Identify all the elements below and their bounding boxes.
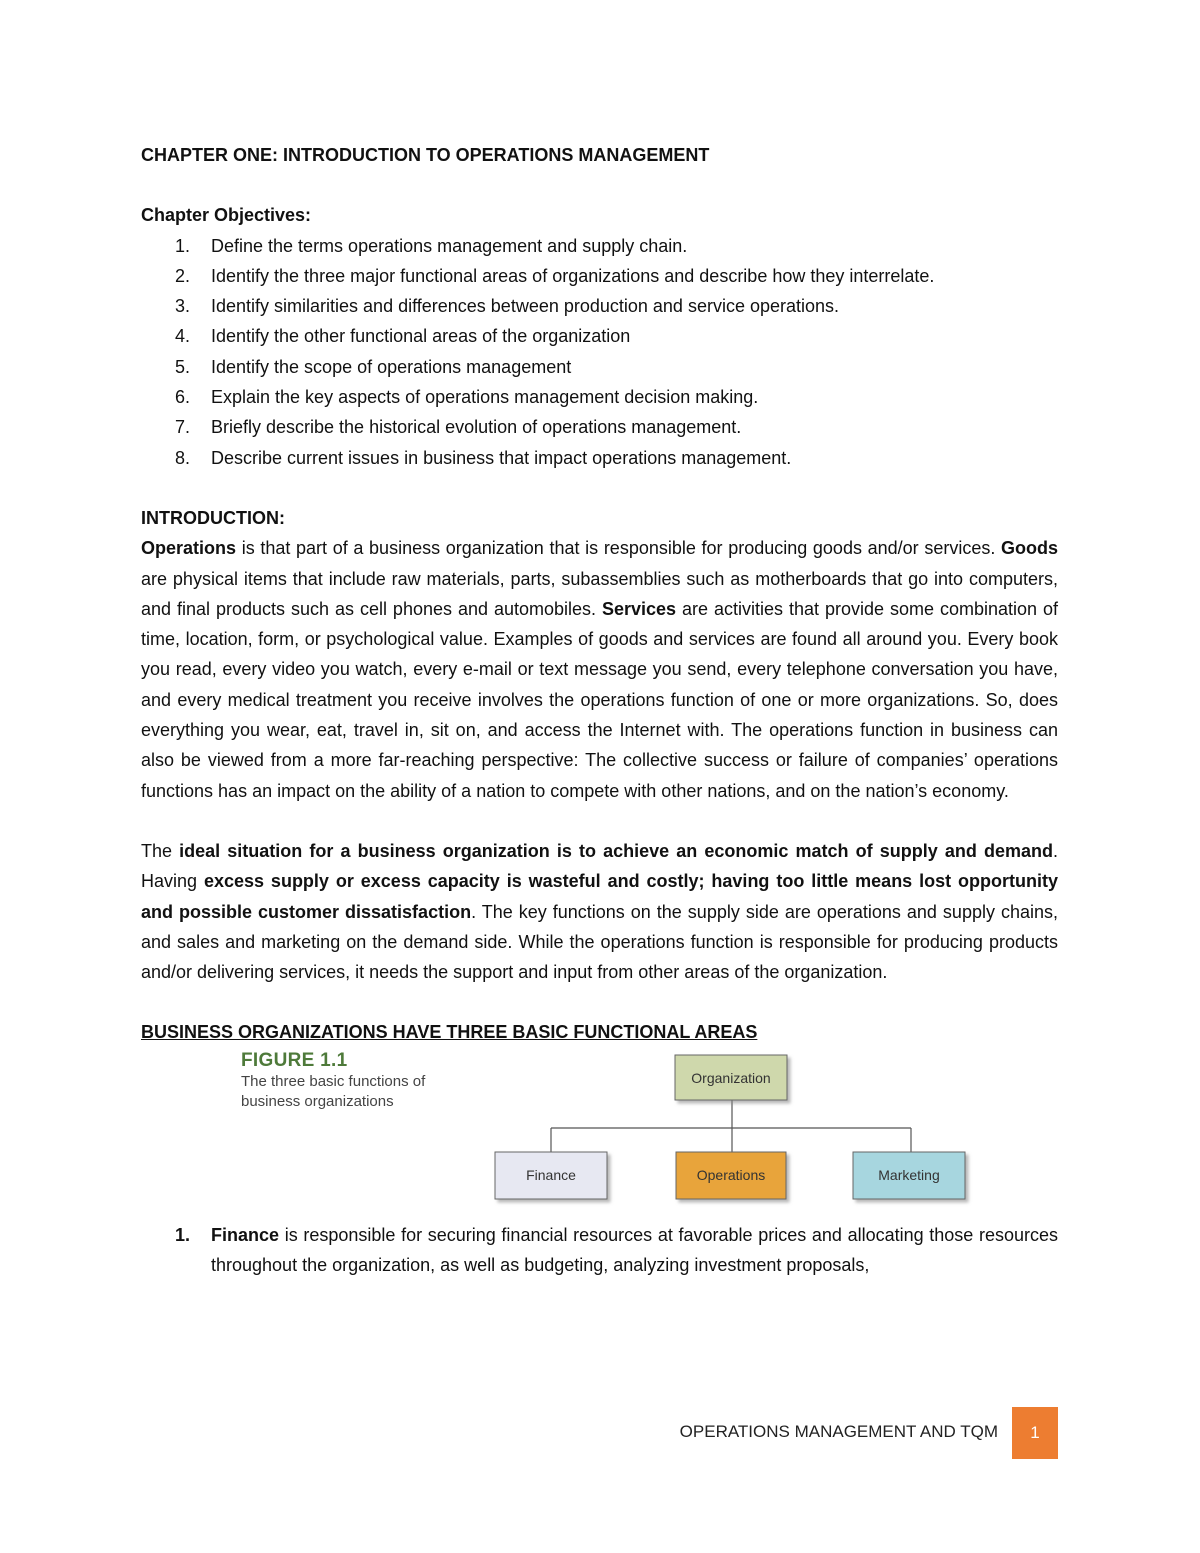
list-item — [141, 291, 1058, 321]
text-run: . Having — [141, 840, 1058, 892]
list-number: 1. — [175, 235, 191, 256]
chapter-title: CHAPTER ONE: INTRODUCTION TO OPERATIONS MANAGEMENT — [141, 145, 710, 165]
list-item — [141, 412, 1058, 442]
list-item — [141, 382, 1058, 412]
list-number: 8. — [175, 447, 191, 468]
page-footer — [600, 1407, 1058, 1459]
node-finance — [495, 1152, 607, 1199]
list-text: Identify the three major functional areas of organizations and describe how they interrelate. — [211, 265, 935, 286]
section-title: BUSINESS ORGANIZATIONS HAVE THREE BASIC FUNCTIONAL AREAS — [141, 1022, 758, 1043]
list-text: Describe current issues in business that impact operations management. — [211, 447, 792, 468]
list-text: Define the terms operations management and supply chain. — [211, 235, 688, 256]
text-run: are physical items that include raw materials, parts, subassemblies such as motherboards that go into computers, and final products such as cell phones and automobiles. — [141, 568, 1058, 619]
bold-run: ideal situation for a business organization is to achieve an economic match of supply and demand — [179, 840, 1053, 861]
list-number: 6. — [175, 387, 191, 408]
node-label: Finance — [526, 1166, 576, 1183]
node-label: Marketing — [878, 1166, 940, 1183]
term-services: Services — [601, 598, 677, 619]
list-number: 3. — [175, 296, 191, 317]
figure-number: FIGURE 1.1 — [241, 1049, 348, 1071]
term-finance: Finance — [211, 1224, 280, 1245]
list-number: 2. — [175, 265, 191, 286]
text-run: The — [141, 840, 180, 861]
list-number: 1. — [175, 1224, 191, 1245]
connector-lines — [551, 1098, 911, 1152]
node-label: Organization — [691, 1069, 771, 1086]
list-number: 5. — [175, 356, 191, 377]
list-item — [141, 443, 1058, 473]
text-run: is that part of a business organization that is responsible for producing goods and/or services. — [236, 538, 1001, 559]
list-text: Identify the other functional areas of the organization — [211, 326, 631, 347]
intro-heading: INTRODUCTION: — [141, 507, 285, 528]
list-text: is responsible for securing financial resources at favorable prices and allocating those resources throughout the organization, as well as budgeting, analyzing investment proposals, — [211, 1224, 1058, 1276]
figure-caption-line: business organizations — [241, 1092, 394, 1110]
org-diagram — [141, 1048, 1058, 1220]
text-run: . The key functions on the supply side are operations and supply chains, and sales and marketing on the demand side. While the operations function is responsible for producing products and/or delivering services, it needs the support and input from other areas of the organization. — [141, 901, 1058, 983]
list-text: Briefly describe the historical evolution of operations management. — [211, 417, 742, 438]
term-operations: Operations — [141, 538, 237, 559]
list-item — [141, 1220, 1058, 1281]
objectives-label: Chapter Objectives: — [141, 205, 312, 226]
footer-title: OPERATIONS MANAGEMENT AND TQM — [679, 1422, 998, 1441]
list-text: Identify similarities and differences between production and service operations. — [211, 296, 840, 317]
term-goods: Goods — [1001, 538, 1058, 559]
intro-paragraph — [141, 533, 1058, 806]
node-label: Operations — [696, 1166, 766, 1183]
supply-demand-paragraph — [141, 836, 1058, 987]
page-number: 1 — [1012, 1407, 1058, 1459]
figure-caption-line: The three basic functions of — [241, 1072, 426, 1090]
list-item — [141, 231, 1058, 261]
page-content — [141, 140, 1058, 1280]
bold-run: excess supply or excess capacity is wasteful and costly; having too little means lost opportunity and possible customer dissatisfaction — [141, 871, 1059, 922]
figure-1-1 — [141, 1048, 1058, 1220]
node-marketing — [853, 1152, 965, 1199]
objectives-list — [141, 231, 1058, 473]
node-organization — [675, 1055, 787, 1100]
text-run: are activities that provide some combination of time, location, form, or psychological value. Examples of goods and services are found all around you. Every book you read, every video you watch, every e-mail or text message you send, every telephone conversation you have, and every medical treatment you receive involves the operations function of one or more organizations. So, does everything you wear, eat, travel in, sit on, and access the Internet with. The operations function in business can also be viewed from a more far-reaching perspective: The collective success or failure of companies’ operations functions has an impact on the ability of a nation to compete with other nations, and on the nation’s economy. — [141, 598, 1058, 801]
node-operations — [676, 1152, 786, 1199]
list-text: Explain the key aspects of operations management decision making. — [211, 387, 759, 408]
list-number: 4. — [175, 326, 191, 347]
list-item — [141, 261, 1058, 291]
list-item — [141, 321, 1058, 351]
list-number: 7. — [175, 417, 191, 438]
list-item — [141, 352, 1058, 382]
list-text: Identify the scope of operations management — [211, 356, 572, 377]
